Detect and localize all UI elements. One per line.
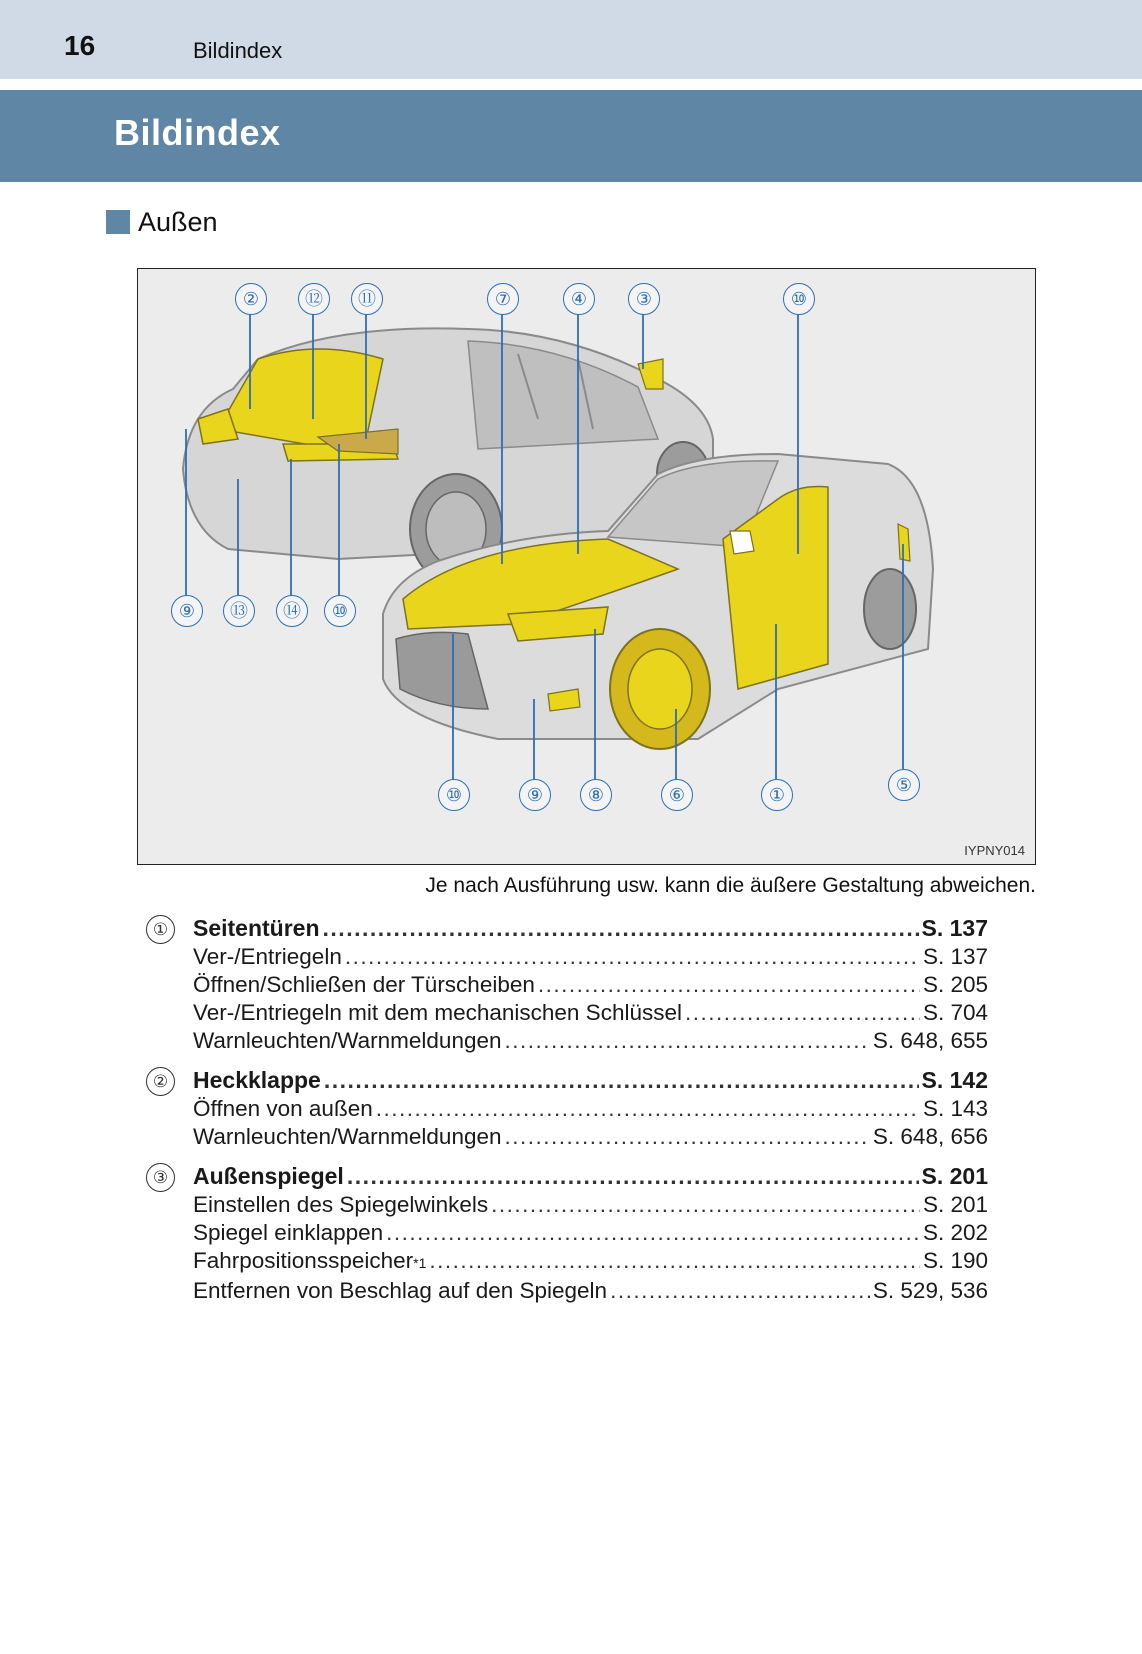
callout-10-rear: ⑩ [324, 595, 356, 627]
page-reference: S. 190 [922, 1248, 988, 1273]
callout-14: ⑭ [276, 595, 308, 627]
entry-main-line[interactable] [193, 1065, 988, 1095]
entry-title: Heckklappe [193, 1067, 321, 1093]
dot-leader [345, 943, 920, 971]
page-reference: S. 142 [921, 1067, 988, 1093]
subentry-label: Öffnen/Schließen der Türscheiben [193, 972, 535, 997]
section-label: Außen [138, 206, 218, 237]
figure-caption: Je nach Ausführung usw. kann die äußere Gestaltung abweichen. [425, 874, 1036, 897]
page-number: 16 [64, 30, 96, 61]
dot-leader [538, 971, 920, 999]
dot-leader [505, 1123, 870, 1151]
subentry-label: Spiegel einklappen [193, 1220, 384, 1245]
page-reference: S. 201 [922, 1192, 988, 1217]
callout-13: ⑬ [223, 595, 255, 627]
index-entries [146, 913, 988, 1315]
section-heading [106, 205, 218, 239]
dot-leader [376, 1095, 920, 1123]
figure-code: IYPNY014 [964, 843, 1025, 858]
callout-5: ⑤ [888, 769, 920, 801]
page-reference: S. 137 [922, 944, 988, 969]
callout-2: ② [235, 283, 267, 315]
dot-leader [685, 999, 920, 1027]
subentry-label: Warnleuchten/Warnmeldungen [193, 1028, 502, 1053]
index-entry [146, 913, 988, 1055]
entry-number: ③ [146, 1163, 175, 1192]
page-reference: S. 201 [921, 1163, 988, 1189]
dot-leader [491, 1191, 920, 1219]
callout-4: ④ [563, 283, 595, 315]
dot-leader [347, 1161, 919, 1191]
entry-title: Seitentüren [193, 915, 320, 941]
page-reference: S. 648, 655 [872, 1028, 988, 1053]
index-entry [146, 1065, 988, 1151]
dot-leader [386, 1219, 920, 1247]
entry-main-line[interactable] [193, 1161, 988, 1191]
dot-leader [610, 1277, 870, 1305]
page-title: Bildindex [114, 112, 281, 153]
subentry-label: Ver-/Entriegeln mit dem mechanischen Schlüssel [193, 1000, 682, 1025]
subentry-label: Öffnen von außen [193, 1096, 373, 1121]
subentry-line[interactable] [193, 1277, 988, 1305]
callout-6: ⑥ [661, 779, 693, 811]
running-title: Bildindex [193, 38, 283, 63]
page-reference: S. 205 [922, 972, 988, 997]
entry-title: Außenspiegel [193, 1163, 344, 1189]
callout-10-mirror: ⑩ [783, 283, 815, 315]
entry-number: ② [146, 1067, 175, 1096]
page-reference: S. 143 [922, 1096, 988, 1121]
page-reference: S. 529, 536 [872, 1278, 988, 1303]
callout-10-front: ⑩ [438, 779, 470, 811]
subentry-label: Warnleuchten/Warnmeldungen [193, 1124, 502, 1149]
callout-12: ⑫ [298, 283, 330, 315]
subentry-line[interactable] [193, 1027, 988, 1055]
entry-main-line[interactable] [193, 913, 988, 943]
subentry-line[interactable] [193, 1247, 988, 1277]
callout-9-front: ⑨ [519, 779, 551, 811]
subentry-line[interactable] [193, 1219, 988, 1247]
dot-leader [324, 1065, 919, 1095]
subentry-line[interactable] [193, 1095, 988, 1123]
subentry-line[interactable] [193, 1123, 988, 1151]
dot-leader [323, 913, 919, 943]
page-header-bar [0, 0, 1142, 79]
section-marker-icon [106, 210, 130, 234]
subentry-label: Entfernen von Beschlag auf den Spiegeln [193, 1278, 608, 1303]
subentry-line[interactable] [193, 1191, 988, 1219]
callout-3: ③ [628, 283, 660, 315]
footnote-marker: *1 [413, 1255, 427, 1271]
callout-9-rear: ⑨ [171, 595, 203, 627]
subentry-line[interactable] [193, 999, 988, 1027]
page-reference: S. 137 [921, 915, 988, 941]
page-reference: S. 704 [922, 1000, 988, 1025]
callout-11: ⑪ [351, 283, 383, 315]
index-entry [146, 1161, 988, 1305]
page-reference: S. 202 [922, 1220, 988, 1245]
dot-leader [505, 1027, 870, 1055]
callout-1: ① [761, 779, 793, 811]
subentry-line[interactable] [193, 971, 988, 999]
subentry-label: Ver-/Entriegeln [193, 944, 342, 969]
exterior-figure [137, 268, 1036, 865]
callout-7: ⑦ [487, 283, 519, 315]
subentry-label: Einstellen des Spiegelwinkels [193, 1192, 489, 1217]
callout-8: ⑧ [580, 779, 612, 811]
subentry-line[interactable] [193, 943, 988, 971]
dot-leader [429, 1247, 920, 1275]
page-reference: S. 648, 656 [872, 1124, 988, 1149]
subentry-label: Fahrpositionsspeicher [193, 1248, 414, 1273]
entry-number: ① [146, 915, 175, 944]
